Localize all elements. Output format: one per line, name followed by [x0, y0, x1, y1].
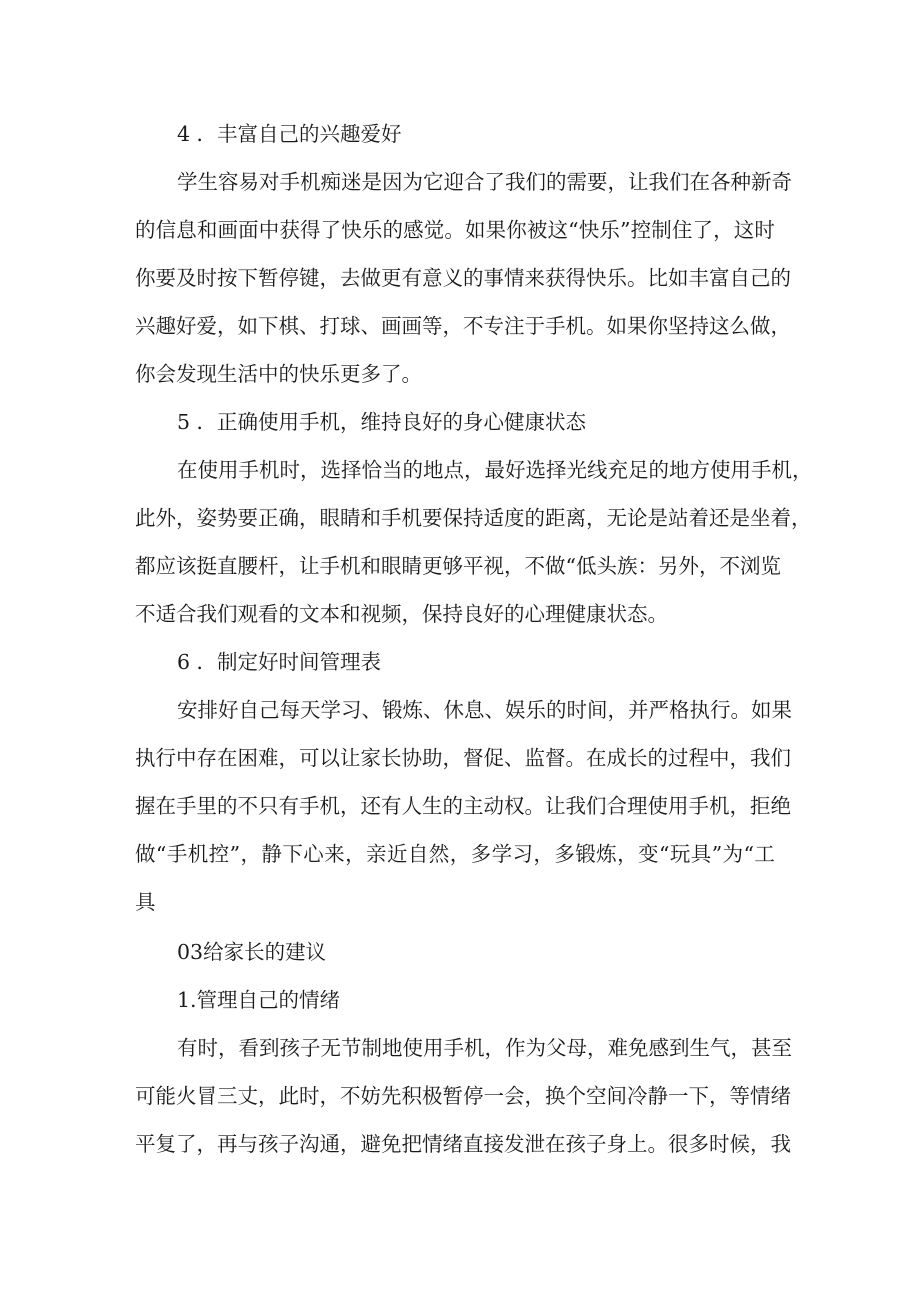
paragraph-line: 兴 趣 好 爱 ， 如 下 棋 、 打 球 、 画 画 等 ， 不 专 注 于 手 机 。 如 果 你 坚 持 这 么 做 ， [135, 314, 791, 338]
paragraph-line: 安 排 好 自 己 每 天 学 习 、 锻 炼 、 休 息 、 娱 乐 的 时 间 ， 并 严 格 执 行 。 如 果 [177, 698, 792, 722]
paragraph-line: 有 时 ， 看 到 孩 子 无 节 制 地 使 用 手 机 ， 作 为 父 母 ， 难 免 感 到 生 气 ， 甚 至 [177, 1036, 792, 1060]
paragraph-line: 不适合我们观看的文本和视频，保持良好的心理健康状态。 [135, 602, 668, 626]
paragraph-line: 在 使 用 手 机 时 ， 选 择 恰 当 的 地 点 ， 最 好 选 择 光 线 充 足 的 地 方 使 用 手 机 ， [177, 458, 813, 482]
paragraph-line: 的 信 息 和 画 面 中 获 得 了 快 乐 的 感 觉 。 如 果 你 被 这 “ 快 乐 ” 控 制 住 了 ， 这 时 [135, 218, 775, 242]
section-heading-6: 6 ．制定好时间管理表 [177, 650, 382, 674]
paragraph-line: 做 “ 手 机 控 ” ， 静 下 心 来 ， 亲 近 自 然 ， 多 学 习 ， 多 锻 炼 ， 变 “ 玩 具 ” 为 “ 工 [135, 842, 775, 866]
section-heading-5: 5 ．正确使用手机，维持良好的身心健康状态 [177, 410, 587, 434]
paragraph-line: 具 [135, 890, 156, 914]
section-heading-4: 4 ．丰富自己的兴趣爱好 [177, 122, 402, 146]
paragraph-line: 握 在 手 里 的 不 只 有 手 机 ， 还 有 人 生 的 主 动 权 。 让 我 们 合 理 使 用 手 机 ， 拒 绝 [135, 794, 791, 818]
paragraph-line: 此 外 ， 姿 势 要 正 确 ， 眼 睛 和 手 机 要 保 持 适 度 的 距 离 ， 无 论 是 站 着 还 是 坐 着 ， [135, 506, 812, 530]
chapter-heading: 03给家长的建议 [177, 940, 327, 964]
paragraph-line: 平 复 了 ， 再 与 孩 子 沟 通 ， 避 免 把 情 绪 直 接 发 泄 在 孩 子 身 上 。 很 多 时 候 ， 我 [135, 1132, 791, 1156]
paragraph-line: 学 生 容 易 对 手 机 痴 迷 是 因 为 它 迎 合 了 我 们 的 需 要 ， 让 我 们 在 各 种 新 奇 [177, 170, 792, 194]
paragraph-line: 执 行 中 存 在 困 难 ， 可 以 让 家 长 协 助 ， 督 促 、 监 督 。 在 成 长 的 过 程 中 ， 我 们 [135, 746, 791, 770]
paragraph-line: 都 应 该 挺 直 腰 杆 ， 让 手 机 和 眼 睛 更 够 平 视 ， 不 做 “ 低 头 族 ： 另 外 ， 不 浏 览 [135, 554, 781, 578]
paragraph-line: 你会发现生活中的快乐更多了。 [135, 362, 422, 386]
paragraph-line: 你 要 及 时 按 下 暂 停 键 ， 去 做 更 有 意 义 的 事 情 来 获 得 快 乐 。 比 如 丰 富 自 己 的 [135, 266, 791, 290]
sub-heading: 1.管理自己的情绪 [177, 988, 341, 1012]
paragraph-line: 可 能 火 冒 三 丈 ， 此 时 ， 不 妨 先 积 极 暂 停 一 会 ， 换 个 空 间 冷 静 一 下 ， 等 情 绪 [135, 1084, 791, 1108]
